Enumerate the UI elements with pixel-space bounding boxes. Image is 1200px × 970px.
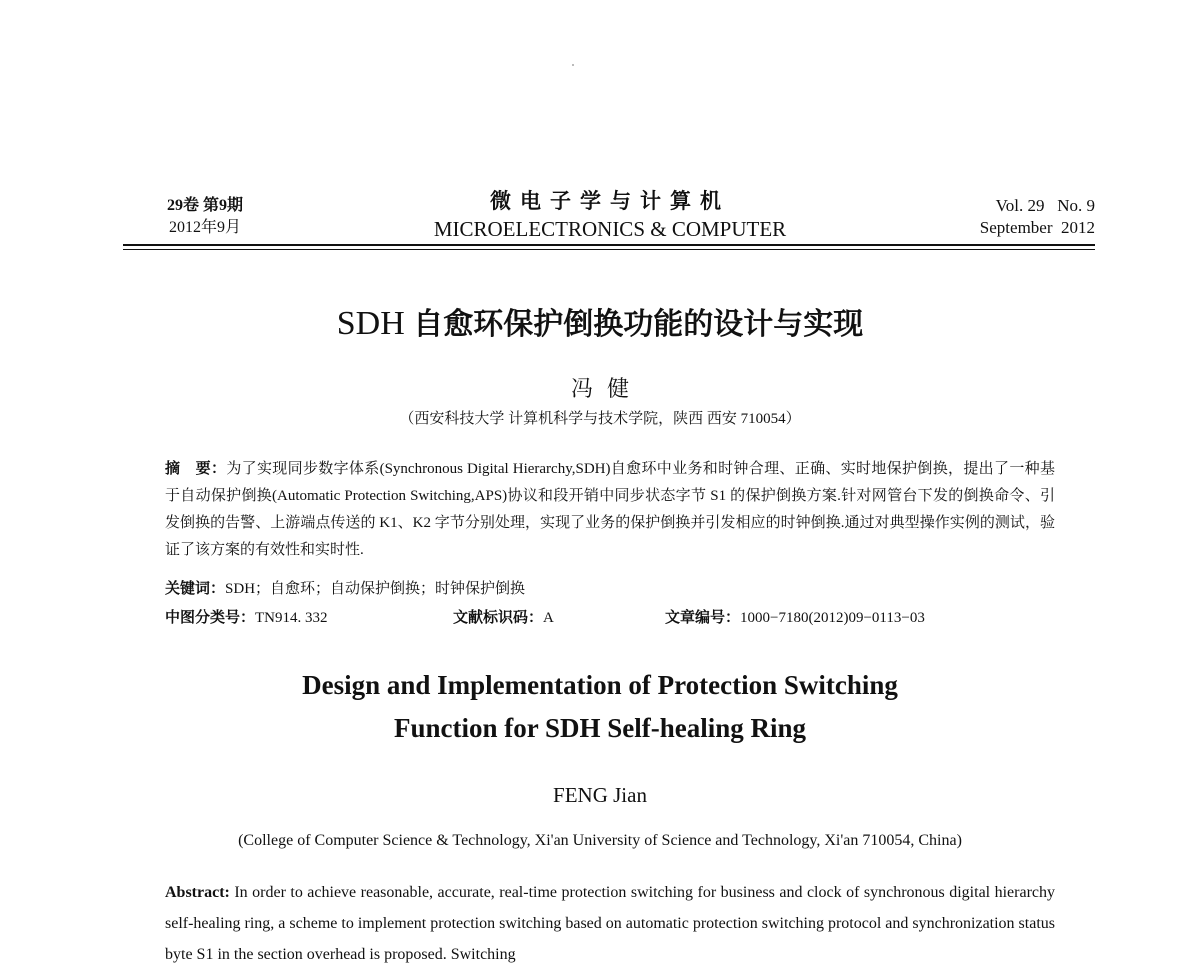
article-no-value: 1000−7180(2012)09−0113−03	[740, 610, 925, 626]
abstract-cn-label: 摘 要：	[165, 459, 227, 477]
journal-name-en: MICROELECTRONICS & COMPUTER	[433, 217, 787, 241]
header-left	[140, 195, 270, 239]
doc-code-value: A	[543, 610, 554, 626]
author-en: FENG Jian	[553, 783, 647, 807]
doc-code-label: 文献标识码：	[453, 608, 544, 626]
abstract-en-label: Abstract:	[165, 884, 230, 901]
abstract-en-text: In order to achieve reasonable, accurate, real-time protection switching for business and clock of synchronous digital hierarchy self-healing ring, a scheme to implement protection switching based on automatic protection switching protocol and synchronization status byte S1 in the section overhead is proposed. Switching	[165, 884, 1055, 963]
title-en-line-2: Function for SDH Self-healing Ring	[393, 713, 807, 743]
journal-name-cn: 微电子学与计算机	[490, 189, 730, 213]
author-cn: 冯健	[570, 376, 643, 401]
abstract-cn	[165, 455, 1055, 564]
volume-issue-en: Vol. 29 No. 9	[995, 196, 1095, 215]
paper-title-cn	[0, 300, 1200, 349]
scan-speck	[572, 64, 574, 66]
date-en: September 2012	[979, 218, 1095, 237]
keywords-label: 关键词：	[165, 579, 226, 597]
volume-issue-cn: 29卷 第9期	[166, 197, 243, 214]
header-rule-thin	[123, 249, 1095, 250]
document-code	[453, 606, 554, 629]
header-rule-thick	[123, 244, 1095, 246]
title-en-line-1: Design and Implementation of Protection Switching	[302, 670, 898, 700]
abstract-cn-text: 为了实现同步数字体系(Synchronous Digital Hierarchy,SDH)自愈环中业务和时钟合理、正确、实时地保护倒换，提出了一种基于自动保护倒换(Automatic Protection Switching,APS)协议和段开销中同步状态字节 S1 的保护倒换方案.针对网管台下发的倒换命令、引发倒换的告警、上游端点传送的 K1、K2 字节分别处理，实现了业务的保护倒换并引发相应的时钟倒换.通过对典型操作实例的测试，验证了该方案的有效性和实时性.	[165, 461, 1055, 558]
abstract-en	[165, 877, 1055, 970]
article-no-label: 文章编号：	[665, 608, 741, 626]
title-prefix: SDH	[336, 305, 414, 342]
affiliation-en: (College of Computer Science & Technology, Xi'an University of Science and Technology, Xi'an 710054, China)	[238, 832, 962, 849]
journal-name	[380, 188, 840, 244]
title-main: 自愈环保护倒换功能的设计与实现	[413, 307, 864, 342]
keywords-cn	[165, 577, 1055, 600]
paper-title-en	[0, 664, 1200, 750]
header-right	[930, 195, 1095, 239]
clc-value: TN914. 332	[255, 610, 328, 626]
affiliation-cn: （西安科技大学 计算机科学与技术学院，陕西 西安 710054）	[399, 411, 801, 427]
article-number	[665, 606, 925, 629]
date-cn: 2012年9月	[168, 219, 241, 236]
keywords-text: SDH；自愈环；自动保护倒换；时钟保护倒换	[225, 581, 526, 597]
clc-number	[165, 606, 328, 629]
clc-label: 中图分类号：	[165, 608, 256, 626]
